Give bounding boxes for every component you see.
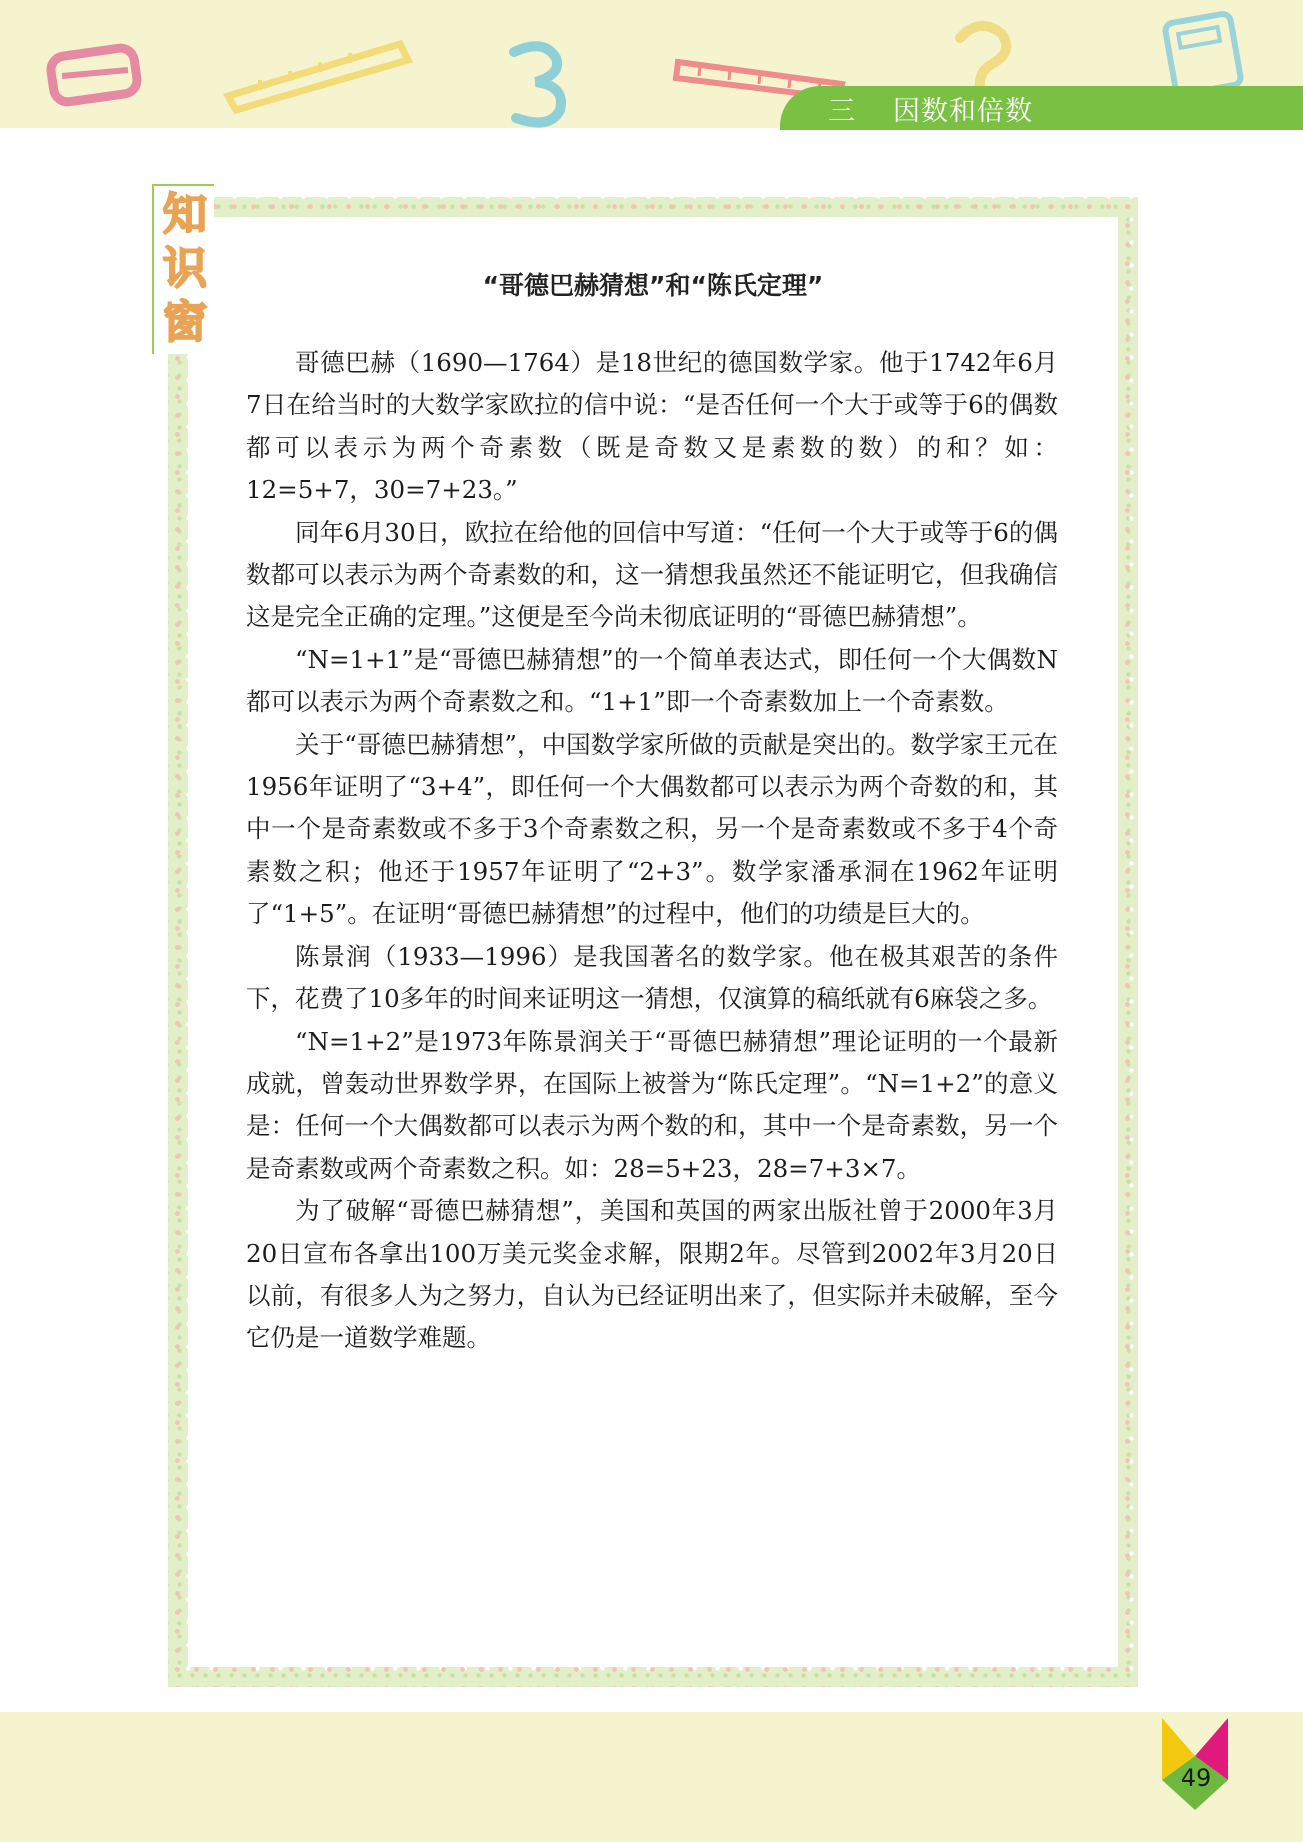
footer-band (0, 1712, 1303, 1842)
paragraph: 陈景润（1933—1996）是我国著名的数学家。他在极其艰苦的条件下，花费了10多年的时间来证明这一猜想，仅演算的稿纸就有6麻袋之多。 (246, 941, 1058, 1014)
chapter-title: 因数和倍数 (893, 95, 1033, 127)
calculator-icon (1164, 13, 1242, 95)
chapter-number: 三 (828, 95, 857, 127)
digit-three-icon (514, 46, 561, 122)
sidebar-label-char: 识 (163, 243, 207, 294)
sidebar-label-char: 知 (163, 189, 207, 240)
paragraph: 为了破解“哥德巴赫猜想”，美国和英国的两家出版社曾于2000年3月20日宣布各拿出100万美元奖金求解，限期2年。尽管到2002年3月20日以前，有很多人为之努力，自认为已经证明出来了，但实际并未破解，至今它仍是一道数学难题。 (246, 1196, 1058, 1353)
paragraph: 哥德巴赫（1690—1764）是18世纪的德国数学家。他于1742年6月7日在给当时的大数学家欧拉的信中说：“是否任何一个大于或等于6的偶数都可以表示为两个奇素数（既是奇数又是素数的数）的和？如：12=5+7，30=7+23。” (246, 348, 1059, 505)
sidebar-label-char: 窗 (163, 297, 207, 348)
paragraph: “N=1+2”是1973年陈景润关于“哥德巴赫猜想”理论证明的一个最新成就，曾轰动世界数学界，在国际上被誉为“陈氏定理”。“N=1+2”的意义是：任何一个大偶数都可以表示为两个数的和，其中一个是奇素数，另一个是奇素数或两个奇素数之积。如：28=5+23，28=7+3×7。 (246, 1026, 1058, 1183)
article-title: “哥德巴赫猜想”和“陈氏定理” (482, 271, 824, 300)
eraser-icon (49, 46, 139, 103)
paragraph: “N=1+1”是“哥德巴赫猜想”的一个简单表达式，即任何一个大偶数N都可以表示为两个奇素数之和。“1+1”即一个奇素数加上一个奇素数。 (246, 644, 1058, 717)
article-body (246, 342, 1058, 1360)
paragraph: 关于“哥德巴赫猜想”，中国数学家所做的贡献是突出的。数学家王元在1956年证明了“3+4”，即任何一个大偶数都可以表示为两个奇数的和，其中一个是奇素数或不多于3个奇素数之积，另一个是奇素数或不多于4个奇素数之积；他还于1957年证明了“2+3”。数学家潘承洞在1962年证明了“1+5”。在证明“哥德巴赫猜想”的过程中，他们的功绩是巨大的。 (246, 729, 1058, 929)
ruler-icon (228, 44, 408, 110)
chapter-tab (780, 86, 1303, 130)
paragraph: 同年6月30日，欧拉在给他的回信中写道：“任何一个大于或等于6的偶数都可以表示为两个奇素数的和，这一猜想我虽然还不能证明它，但我确信这是完全正确的定理。”这便是至今尚未彻底证明的“哥德巴赫猜想”。 (246, 517, 1058, 632)
question-mark-icon (960, 26, 1006, 88)
page-number: 49 (1180, 1764, 1212, 1792)
